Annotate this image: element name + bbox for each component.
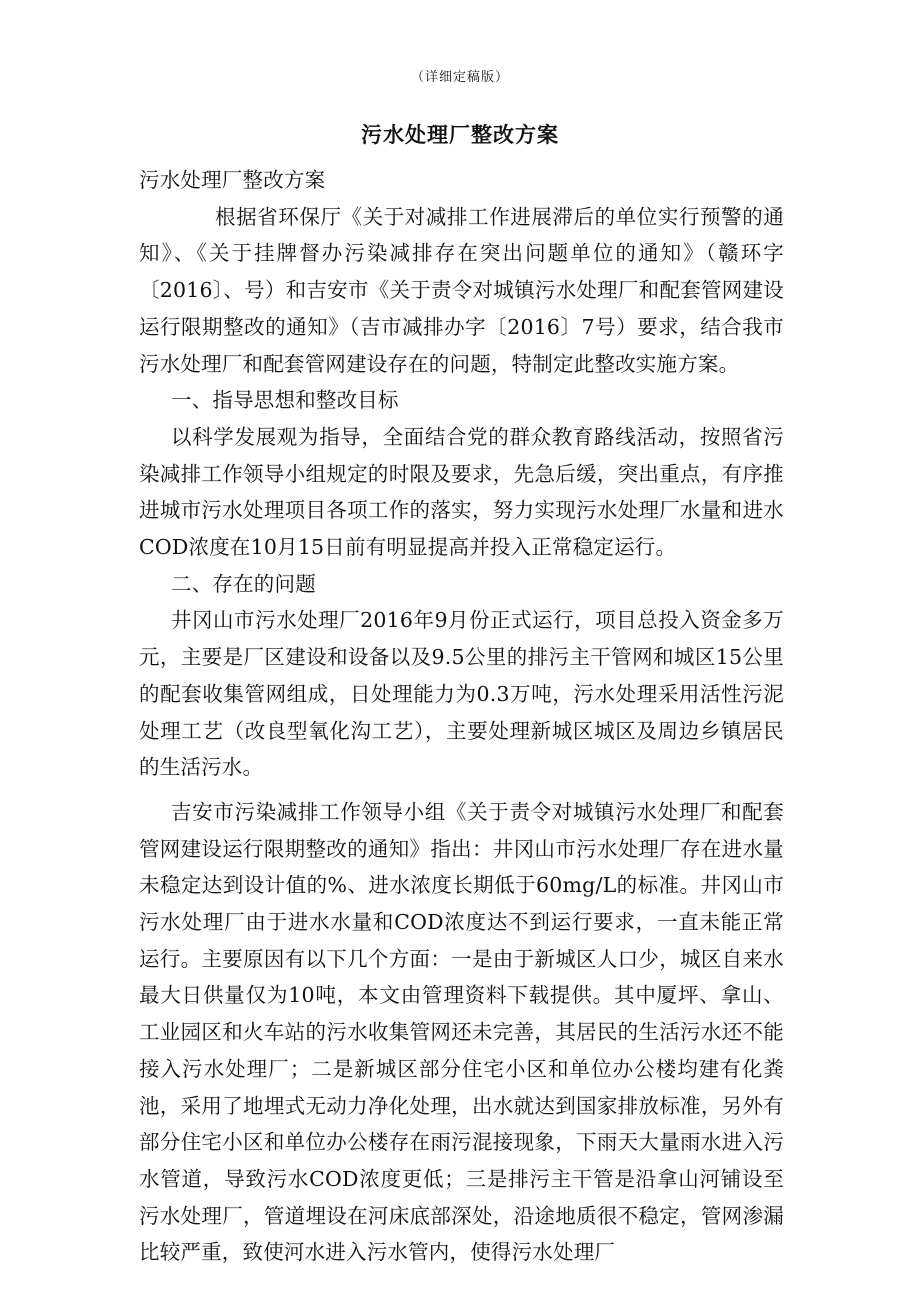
guiding-principles-paragraph: 以科学发展观为指导，全面结合党的群众教育路线活动，按照省污染减排工作领导小组规定的时限及要求，先急后缓，突出重点，有序推进城市污水处理项目各项工作的落实，努力实现污水处理厂水量和进水COD浓度在10月15日前有明显提高并投入正常稳定运行。 xyxy=(139,424,784,560)
document-body xyxy=(139,162,784,1271)
problems-paragraph-1: 井冈山市污水处理厂2016年9月份正式运行，项目总投入资金多万元，主要是厂区建设和设备以及9.5公里的排污主干管网和城区15公里的配套收集管网组成，日处理能力为0.3万吨，污水处理采用活性污泥处理工艺（改良型氧化沟工艺），主要处理新城区城区及周边乡镇居民的生活污水。 xyxy=(139,608,784,780)
intro-paragraph: 根据省环保厅《关于对减排工作进展滞后的单位实行预警的通知》、《关于挂牌督办污染减排存在突出问题单位的通知》（赣环字〔2016〕、号）和吉安市《关于责令对城镇污水处理厂和配套管网建设运行限期整改的通知》（吉市减排办字〔2016〕7号）要求，结合我市污水处理厂和配套管网建设存在的问题，特制定此整改实施方案。 xyxy=(139,204,784,376)
problems-paragraph-2: 吉安市污染减排工作领导小组《关于责令对城镇污水处理厂和配套管网建设运行限期整改的通知》指出：井冈山市污水处理厂存在进水量未稳定达到设计值的%、进水浓度长期低于60mg/L的标准。井冈山市污水处理厂由于进水水量和COD浓度达不到运行要求，一直未能正常运行。主要原因有以下几个方面：一是由于新城区人口少，城区自来水最大日供量仅为10吨，本文由管理资料下载提供。其中厦坪、拿山、工业园区和火车站的污水收集管网还未完善，其居民的生活污水还不能接入污水处理厂；二是新城区部分住宅小区和单位办公楼均建有化粪池，采用了地埋式无动力净化处理，出水就达到国家排放标准，另外有部分住宅小区和单位办公楼存在雨污混接现象，下雨天大量雨水进入污水管道，导致污水COD浓度更低；三是排污主干管是沿拿山河铺设至污水处理厂，管道埋设在河床底部深处，沿途地质很不稳定，管网渗漏比较严重，致使河水进入污水管内，使得污水处理厂 xyxy=(139,799,784,1265)
header-note: （详细定稿版） xyxy=(410,70,509,85)
document-title: 污水处理厂整改方案 xyxy=(361,122,559,147)
document-subtitle: 污水处理厂整改方案 xyxy=(139,168,326,192)
section-heading-problems: 二、存在的问题 xyxy=(171,571,316,596)
section-heading-guiding-principles: 一、指导思想和整改目标 xyxy=(171,388,399,413)
